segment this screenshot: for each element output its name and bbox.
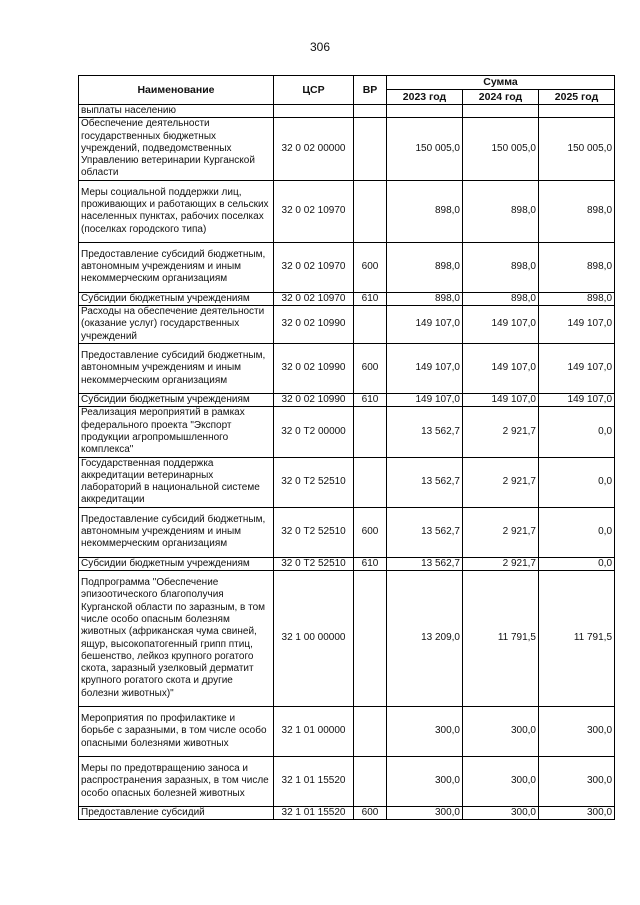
row-csr: 32 0 Т2 52510 [274,457,354,507]
row-value-2025: 300,0 [539,757,615,807]
row-name: выплаты населению [79,105,274,118]
table-row [79,292,615,305]
row-value-2024: 300,0 [463,707,539,757]
row-value-2025: 150 005,0 [539,118,615,180]
header-year-2025: 2025 год [539,90,615,105]
table-row [79,557,615,570]
row-value-2024: 898,0 [463,292,539,305]
row-name: Субсидии бюджетным учреждениям [79,394,274,407]
row-value-2024: 149 107,0 [463,306,539,344]
row-vr [354,306,387,344]
row-name: Меры по предотвращению заноса и распространения заразных, в том числе особо опасных болезней животных [79,757,274,807]
row-value-2024: 2 921,7 [463,507,539,557]
row-csr: 32 0 02 10970 [274,180,354,242]
row-name: Меры социальной поддержки лиц, проживающих и работающих в сельских населенных пунктах, рабочих поселках (поселках городского типа) [79,180,274,242]
row-vr: 610 [354,557,387,570]
row-vr [354,571,387,707]
row-csr: 32 1 01 15520 [274,757,354,807]
row-value-2023: 300,0 [387,707,463,757]
row-value-2024: 150 005,0 [463,118,539,180]
row-csr: 32 0 02 10990 [274,306,354,344]
table-row [79,306,615,344]
row-value-2024: 300,0 [463,757,539,807]
row-name: Государственная поддержка аккредитации ветеринарных лабораторий в национальной системе аккредитации [79,457,274,507]
row-csr: 32 1 01 00000 [274,707,354,757]
row-value-2023: 13 562,7 [387,557,463,570]
row-value-2025: 300,0 [539,707,615,757]
row-value-2023: 13 562,7 [387,507,463,557]
header-year-2024: 2024 год [463,90,539,105]
row-vr [354,707,387,757]
row-value-2025: 898,0 [539,242,615,292]
row-value-2025: 149 107,0 [539,394,615,407]
table-row [79,571,615,707]
row-vr: 610 [354,394,387,407]
row-csr: 32 0 02 10970 [274,292,354,305]
table-row [79,757,615,807]
header-sum: Сумма [387,76,615,90]
row-value-2023: 13 562,7 [387,457,463,507]
row-value-2023: 149 107,0 [387,306,463,344]
table-body [79,105,615,820]
row-value-2025: 149 107,0 [539,344,615,394]
row-csr: 32 1 00 00000 [274,571,354,707]
table-row [79,344,615,394]
row-name: Субсидии бюджетным учреждениям [79,557,274,570]
row-csr: 32 0 02 10990 [274,344,354,394]
row-csr: 32 0 02 10970 [274,242,354,292]
row-name: Предоставление субсидий бюджетным, автономным учреждениям и иным некоммерческим организациям [79,242,274,292]
table-row [79,394,615,407]
row-vr [354,180,387,242]
row-value-2024: 149 107,0 [463,344,539,394]
row-vr [354,757,387,807]
header-year-2023: 2023 год [387,90,463,105]
header-name: Наименование [79,76,274,105]
row-name: Реализация мероприятий в рамках федерального проекта "Экспорт продукции агропромышленного комплекса" [79,407,274,457]
row-value-2025: 898,0 [539,180,615,242]
row-name: Подпрограмма "Обеспечение эпизоотического благополучия Курганской области по заразным, в том числе особо опасным болезням животных (африканская чума свиней, ящур, высокопатогенный грипп птиц, бешенство, лейкоз крупного рогатого скота, заразный узелковый дерматит крупного рогатого скота и другие болезни животных)" [79,571,274,707]
row-value-2023: 150 005,0 [387,118,463,180]
row-vr [354,407,387,457]
row-name: Субсидии бюджетным учреждениям [79,292,274,305]
row-name: Предоставление субсидий [79,807,274,820]
table-row [79,707,615,757]
row-vr [354,118,387,180]
row-value-2024: 2 921,7 [463,457,539,507]
table-row [79,807,615,820]
row-vr: 600 [354,507,387,557]
budget-table [78,75,615,820]
page-number: 306 [309,40,331,54]
header-vr: ВР [354,76,387,105]
table-row [79,507,615,557]
row-value-2024: 11 791,5 [463,571,539,707]
row-name: Мероприятия по профилактике и борьбе с заразными, в том числе особо опасными болезнями животных [79,707,274,757]
row-csr: 32 0 02 10990 [274,394,354,407]
table-row [79,242,615,292]
row-value-2025: 0,0 [539,557,615,570]
row-name: Предоставление субсидий бюджетным, автономным учреждениям и иным некоммерческим организациям [79,344,274,394]
row-csr: 32 0 02 00000 [274,118,354,180]
row-value-2023: 300,0 [387,757,463,807]
table-row [79,180,615,242]
row-vr: 600 [354,807,387,820]
row-vr [354,105,387,118]
table-row [79,407,615,457]
row-value-2024: 149 107,0 [463,394,539,407]
row-value-2025: 0,0 [539,507,615,557]
row-csr: 32 0 Т2 00000 [274,407,354,457]
row-value-2025: 0,0 [539,407,615,457]
row-value-2024 [463,105,539,118]
row-csr: 32 0 Т2 52510 [274,557,354,570]
row-value-2023: 898,0 [387,242,463,292]
row-value-2023: 300,0 [387,807,463,820]
row-value-2024: 2 921,7 [463,407,539,457]
row-csr [274,105,354,118]
row-value-2023: 898,0 [387,180,463,242]
row-name: Предоставление субсидий бюджетным, автономным учреждениям и иным некоммерческим организациям [79,507,274,557]
row-name: Расходы на обеспечение деятельности (оказание услуг) государственных учреждений [79,306,274,344]
header-csr: ЦСР [274,76,354,105]
row-value-2024: 898,0 [463,242,539,292]
row-value-2023: 13 209,0 [387,571,463,707]
row-name: Обеспечение деятельности государственных бюджетных учреждений, подведомственных Управлению ветеринарии Курганской области [79,118,274,180]
row-vr [354,457,387,507]
row-value-2025: 11 791,5 [539,571,615,707]
row-value-2023: 898,0 [387,292,463,305]
row-value-2024: 300,0 [463,807,539,820]
row-value-2025: 149 107,0 [539,306,615,344]
row-value-2025: 898,0 [539,292,615,305]
table-row [79,118,615,180]
row-value-2024: 898,0 [463,180,539,242]
row-vr: 600 [354,344,387,394]
row-value-2023 [387,105,463,118]
row-value-2023: 149 107,0 [387,344,463,394]
row-vr: 610 [354,292,387,305]
row-value-2025: 300,0 [539,807,615,820]
row-value-2024: 2 921,7 [463,557,539,570]
row-value-2025: 0,0 [539,457,615,507]
row-vr: 600 [354,242,387,292]
row-value-2023: 149 107,0 [387,394,463,407]
row-value-2023: 13 562,7 [387,407,463,457]
row-csr: 32 1 01 15520 [274,807,354,820]
row-csr: 32 0 Т2 52510 [274,507,354,557]
table-row [79,105,615,118]
table-row [79,457,615,507]
row-value-2025 [539,105,615,118]
